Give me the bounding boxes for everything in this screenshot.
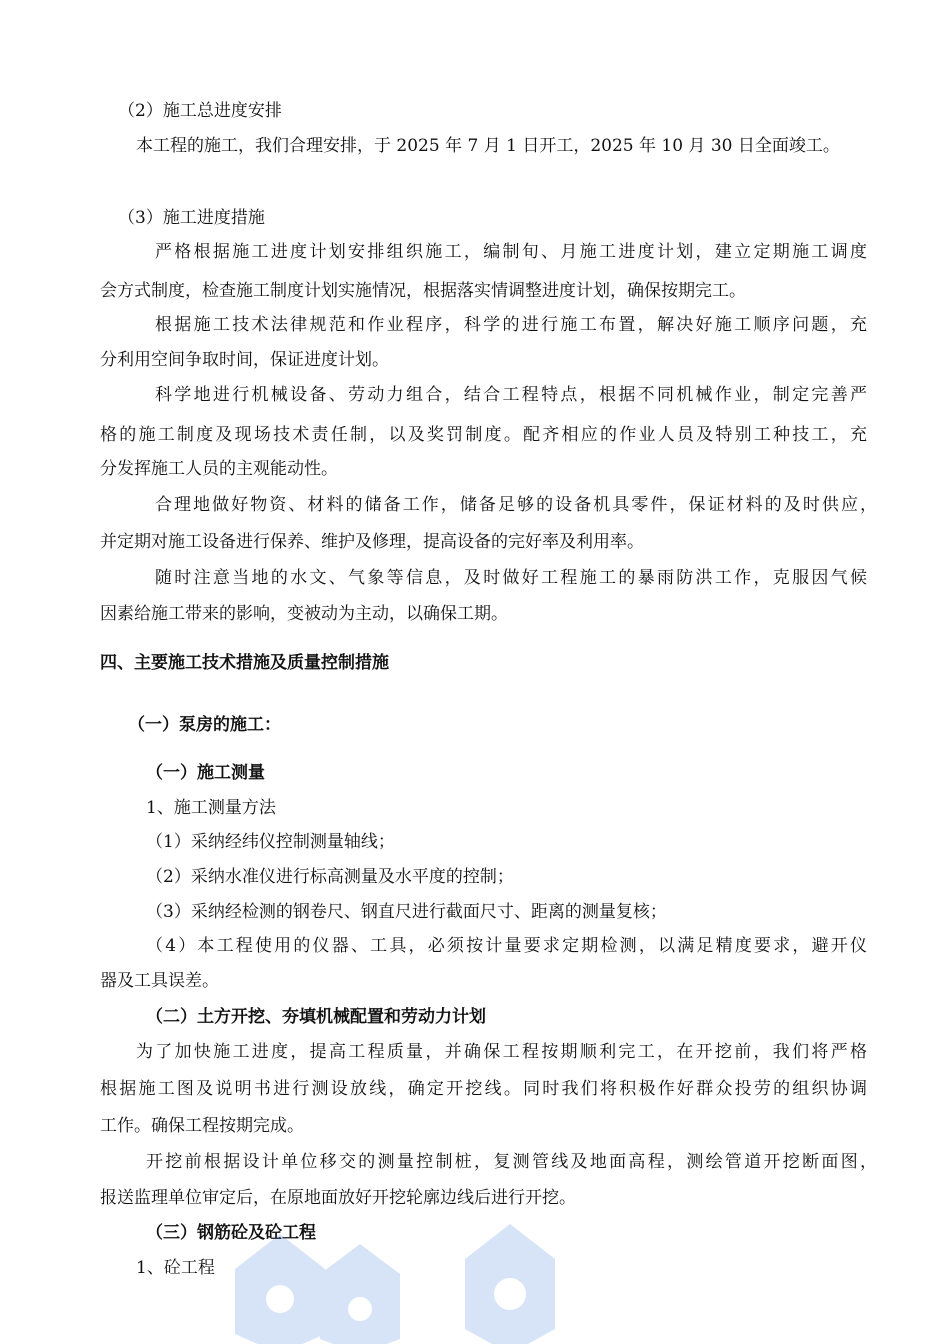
a-list3: （3）采纳经检测的钢卷尺、钢直尺进行截面尺寸、距离的测量复核；: [146, 902, 667, 922]
s3-p1-line2: 会方式制度，检查施工制度计划实施情况，根据落实情调整进度计划，确保按期完工。: [100, 281, 746, 301]
b-p1-line2: 根据施工图及说明书进行测设放线，确定开挖线。同时我们将积极作好群众投劳的组织协调: [100, 1079, 867, 1099]
s3-p3-line1: 科学地进行机械设备、劳动力组合，结合工程特点，根据不同机械作业，制定完善严: [155, 385, 867, 405]
a-item1: 1、施工测量方法: [146, 798, 276, 818]
b-p2-line2: 报送监理单位审定后，在原地面放好开挖轮廓边线后进行开挖。: [100, 1188, 576, 1208]
a-list1: （1）采纳经纬仪控制测量轴线；: [146, 832, 395, 852]
s3-p1-line1: 严格根据施工进度计划安排组织施工，编制旬、月施工进度计划，建立定期施工调度: [155, 242, 867, 262]
c-item1: 1、砼工程: [136, 1258, 215, 1278]
b-p1-line1: 为了加快施工进度，提高工程质量，并确保工程按期顺利完工，在开挖前，我们将严格: [136, 1042, 867, 1062]
c-heading: （三）钢筋砼及砼工程: [146, 1223, 316, 1243]
sub-heading-pump-house: （一）泵房的施工：: [128, 715, 281, 735]
b-heading: （二）土方开挖、夯填机械配置和劳动力计划: [146, 1007, 486, 1027]
s3-p2-line1: 根据施工技术法律规范和作业程序，科学的进行施工布置，解决好施工顺序问题，充: [155, 315, 867, 335]
s3-p5-line1: 随时注意当地的水文、气象等信息，及时做好工程施工的暴雨防洪工作，克服因气候: [155, 568, 867, 588]
s3-p3-line3: 分发挥施工人员的主观能动性。: [100, 459, 338, 479]
s2-heading: （2）施工总进度安排: [118, 101, 282, 121]
s3-p5-line2: 因素给施工带来的影响，变被动为主动，以确保工期。: [100, 604, 508, 624]
s3-p3-line2: 格的施工制度及现场技术责任制，以及奖罚制度。配齐相应的作业人员及特别工种技工，充: [100, 425, 867, 445]
a-list4-line2: 器及工具误差。: [100, 971, 219, 991]
a-list2: （2）采纳水准仪进行标高测量及水平度的控制；: [146, 867, 514, 887]
s2-paragraph: 本工程的施工，我们合理安排，于 2025 年 7 月 1 日开工，2025 年 10 月 30 日全面竣工。: [136, 136, 840, 156]
section4-heading: 四、主要施工技术措施及质量控制措施: [100, 653, 389, 673]
s3-p4-line1: 合理地做好物资、材料的储备工作，储备足够的设备机具零件，保证材料的及时供应，: [155, 495, 877, 515]
b-p1-line3: 工作。确保工程按期完成。: [100, 1116, 304, 1136]
watermark-logo: [200, 1214, 600, 1344]
s3-p2-line2: 分利用空间争取时间，保证进度计划。: [100, 350, 389, 370]
a-heading: （一）施工测量: [146, 763, 265, 783]
s3-heading: （3）施工进度措施: [118, 208, 265, 228]
a-list4-line1: （4）本工程使用的仪器、工具，必须按计量要求定期检测，以满足精度要求，避开仪: [146, 936, 867, 956]
s3-p4-line2: 并定期对施工设备进行保养、维护及修理，提高设备的完好率及利用率。: [100, 532, 644, 552]
b-p2-line1: 开挖前根据设计单位移交的测量控制桩，复测管线及地面高程，测绘管道开挖断面图，: [146, 1152, 877, 1172]
